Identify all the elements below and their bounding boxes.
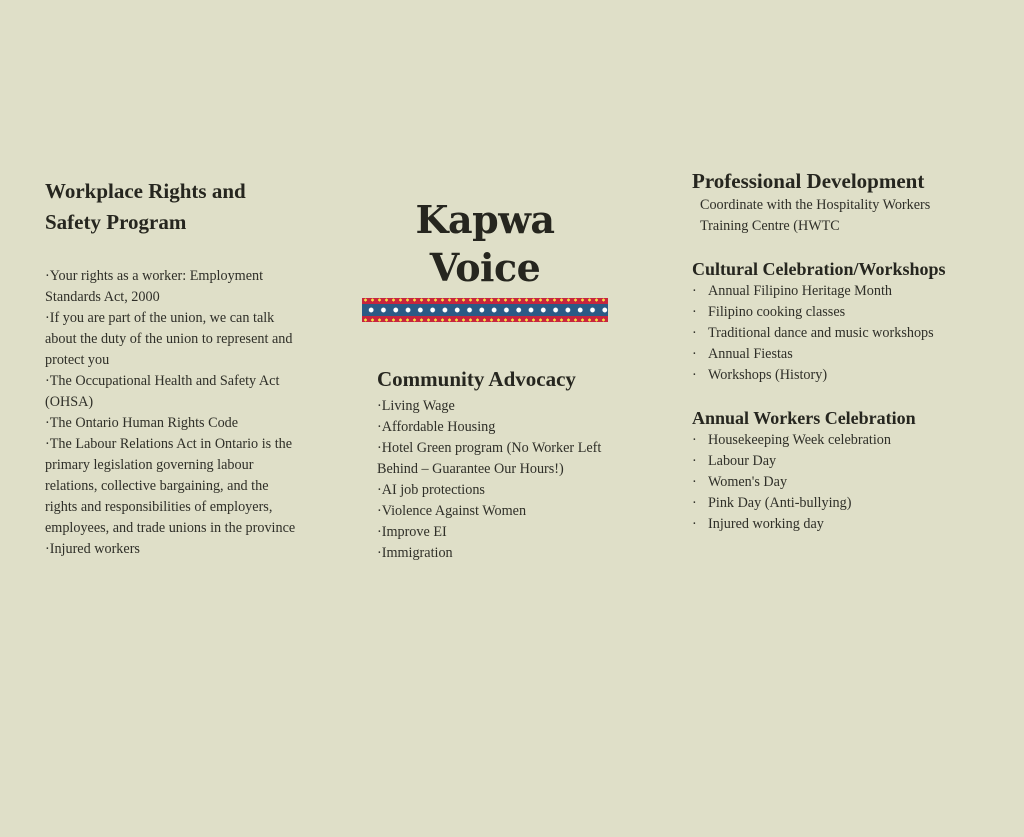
bullet-icon: ·: [692, 495, 697, 511]
list-item: ·If you are part of the union, we can talk about the duty of the union to represent and protect you: [45, 310, 293, 368]
banner-band: [362, 304, 608, 316]
workplace-rights-list: [45, 266, 301, 560]
list-item: ·Living Wage: [377, 398, 455, 414]
list-item: ·Affordable Housing: [377, 419, 496, 435]
heading-line-2: Safety Program: [45, 210, 187, 234]
right-column: [692, 168, 954, 535]
workplace-rights-heading: [45, 176, 301, 238]
workplace-rights-section: [45, 176, 301, 560]
list-item: ·AI job protections: [377, 482, 485, 498]
bullet-icon: ·: [692, 432, 697, 448]
bullet-icon: ·: [692, 283, 697, 299]
list-item: · Annual Filipino Heritage Month: [692, 281, 954, 302]
list-item: · Injured working day: [692, 514, 954, 535]
list-item: ·Violence Against Women: [377, 503, 527, 519]
heading-line-1: Workplace Rights and: [45, 179, 246, 203]
professional-development-section: [692, 168, 954, 237]
banner-dots-top: [362, 298, 608, 302]
bullet-icon: ·: [692, 304, 697, 320]
list-item: ·Your rights as a worker: Employment Standards Act, 2000: [45, 268, 264, 305]
bullet-icon: ·: [692, 346, 697, 362]
list-item: ·The Labour Relations Act in Ontario is the primary legislation governing labour relations, collective bargaining, and the rights and responsibilities of employers, employees, and trade unions in the province: [45, 436, 296, 536]
page-title: Kapwa Voice: [415, 197, 555, 290]
professional-development-text: Coordinate with the Hospitality Workers Training Centre (HWTC: [700, 197, 931, 234]
list-item: ·Hotel Green program (No Worker Left Behind – Guarantee Our Hours!): [377, 440, 602, 477]
community-advocacy-heading: Community Advocacy: [377, 367, 576, 391]
cultural-celebration-section: [692, 257, 954, 386]
cultural-celebration-heading: Cultural Celebration/Workshops: [692, 259, 946, 279]
decorative-banner: [362, 298, 608, 322]
list-item: · Annual Fiestas: [692, 344, 954, 365]
list-item: · Pink Day (Anti-bullying): [692, 493, 954, 514]
cultural-celebration-list: [692, 281, 954, 386]
annual-workers-list: [692, 430, 954, 535]
bullet-icon: ·: [692, 516, 697, 532]
list-item: ·Injured workers: [45, 541, 140, 557]
annual-workers-celebration-heading: Annual Workers Celebration: [692, 408, 916, 428]
list-item: · Labour Day: [692, 451, 954, 472]
banner-dots-bottom: [362, 318, 608, 322]
list-item: ·The Ontario Human Rights Code: [45, 415, 239, 431]
list-item: · Housekeeping Week celebration: [692, 430, 954, 451]
bullet-icon: ·: [692, 325, 697, 341]
annual-workers-celebration-section: [692, 406, 954, 535]
list-item: ·Improve EI: [377, 524, 447, 540]
list-item: · Traditional dance and music workshops: [692, 323, 954, 344]
bullet-icon: ·: [692, 367, 697, 383]
community-advocacy-section: [377, 364, 630, 564]
bullet-icon: ·: [692, 453, 697, 469]
community-advocacy-list: [377, 396, 630, 564]
center-column: [362, 196, 630, 564]
list-item: · Filipino cooking classes: [692, 302, 954, 323]
list-item: ·The Occupational Health and Safety Act (OHSA): [45, 373, 280, 410]
list-item: ·Immigration: [377, 545, 453, 561]
bullet-icon: ·: [692, 474, 697, 490]
professional-development-heading: Professional Development: [692, 169, 925, 193]
list-item: · Women's Day: [692, 472, 954, 493]
list-item: · Workshops (History): [692, 365, 954, 386]
